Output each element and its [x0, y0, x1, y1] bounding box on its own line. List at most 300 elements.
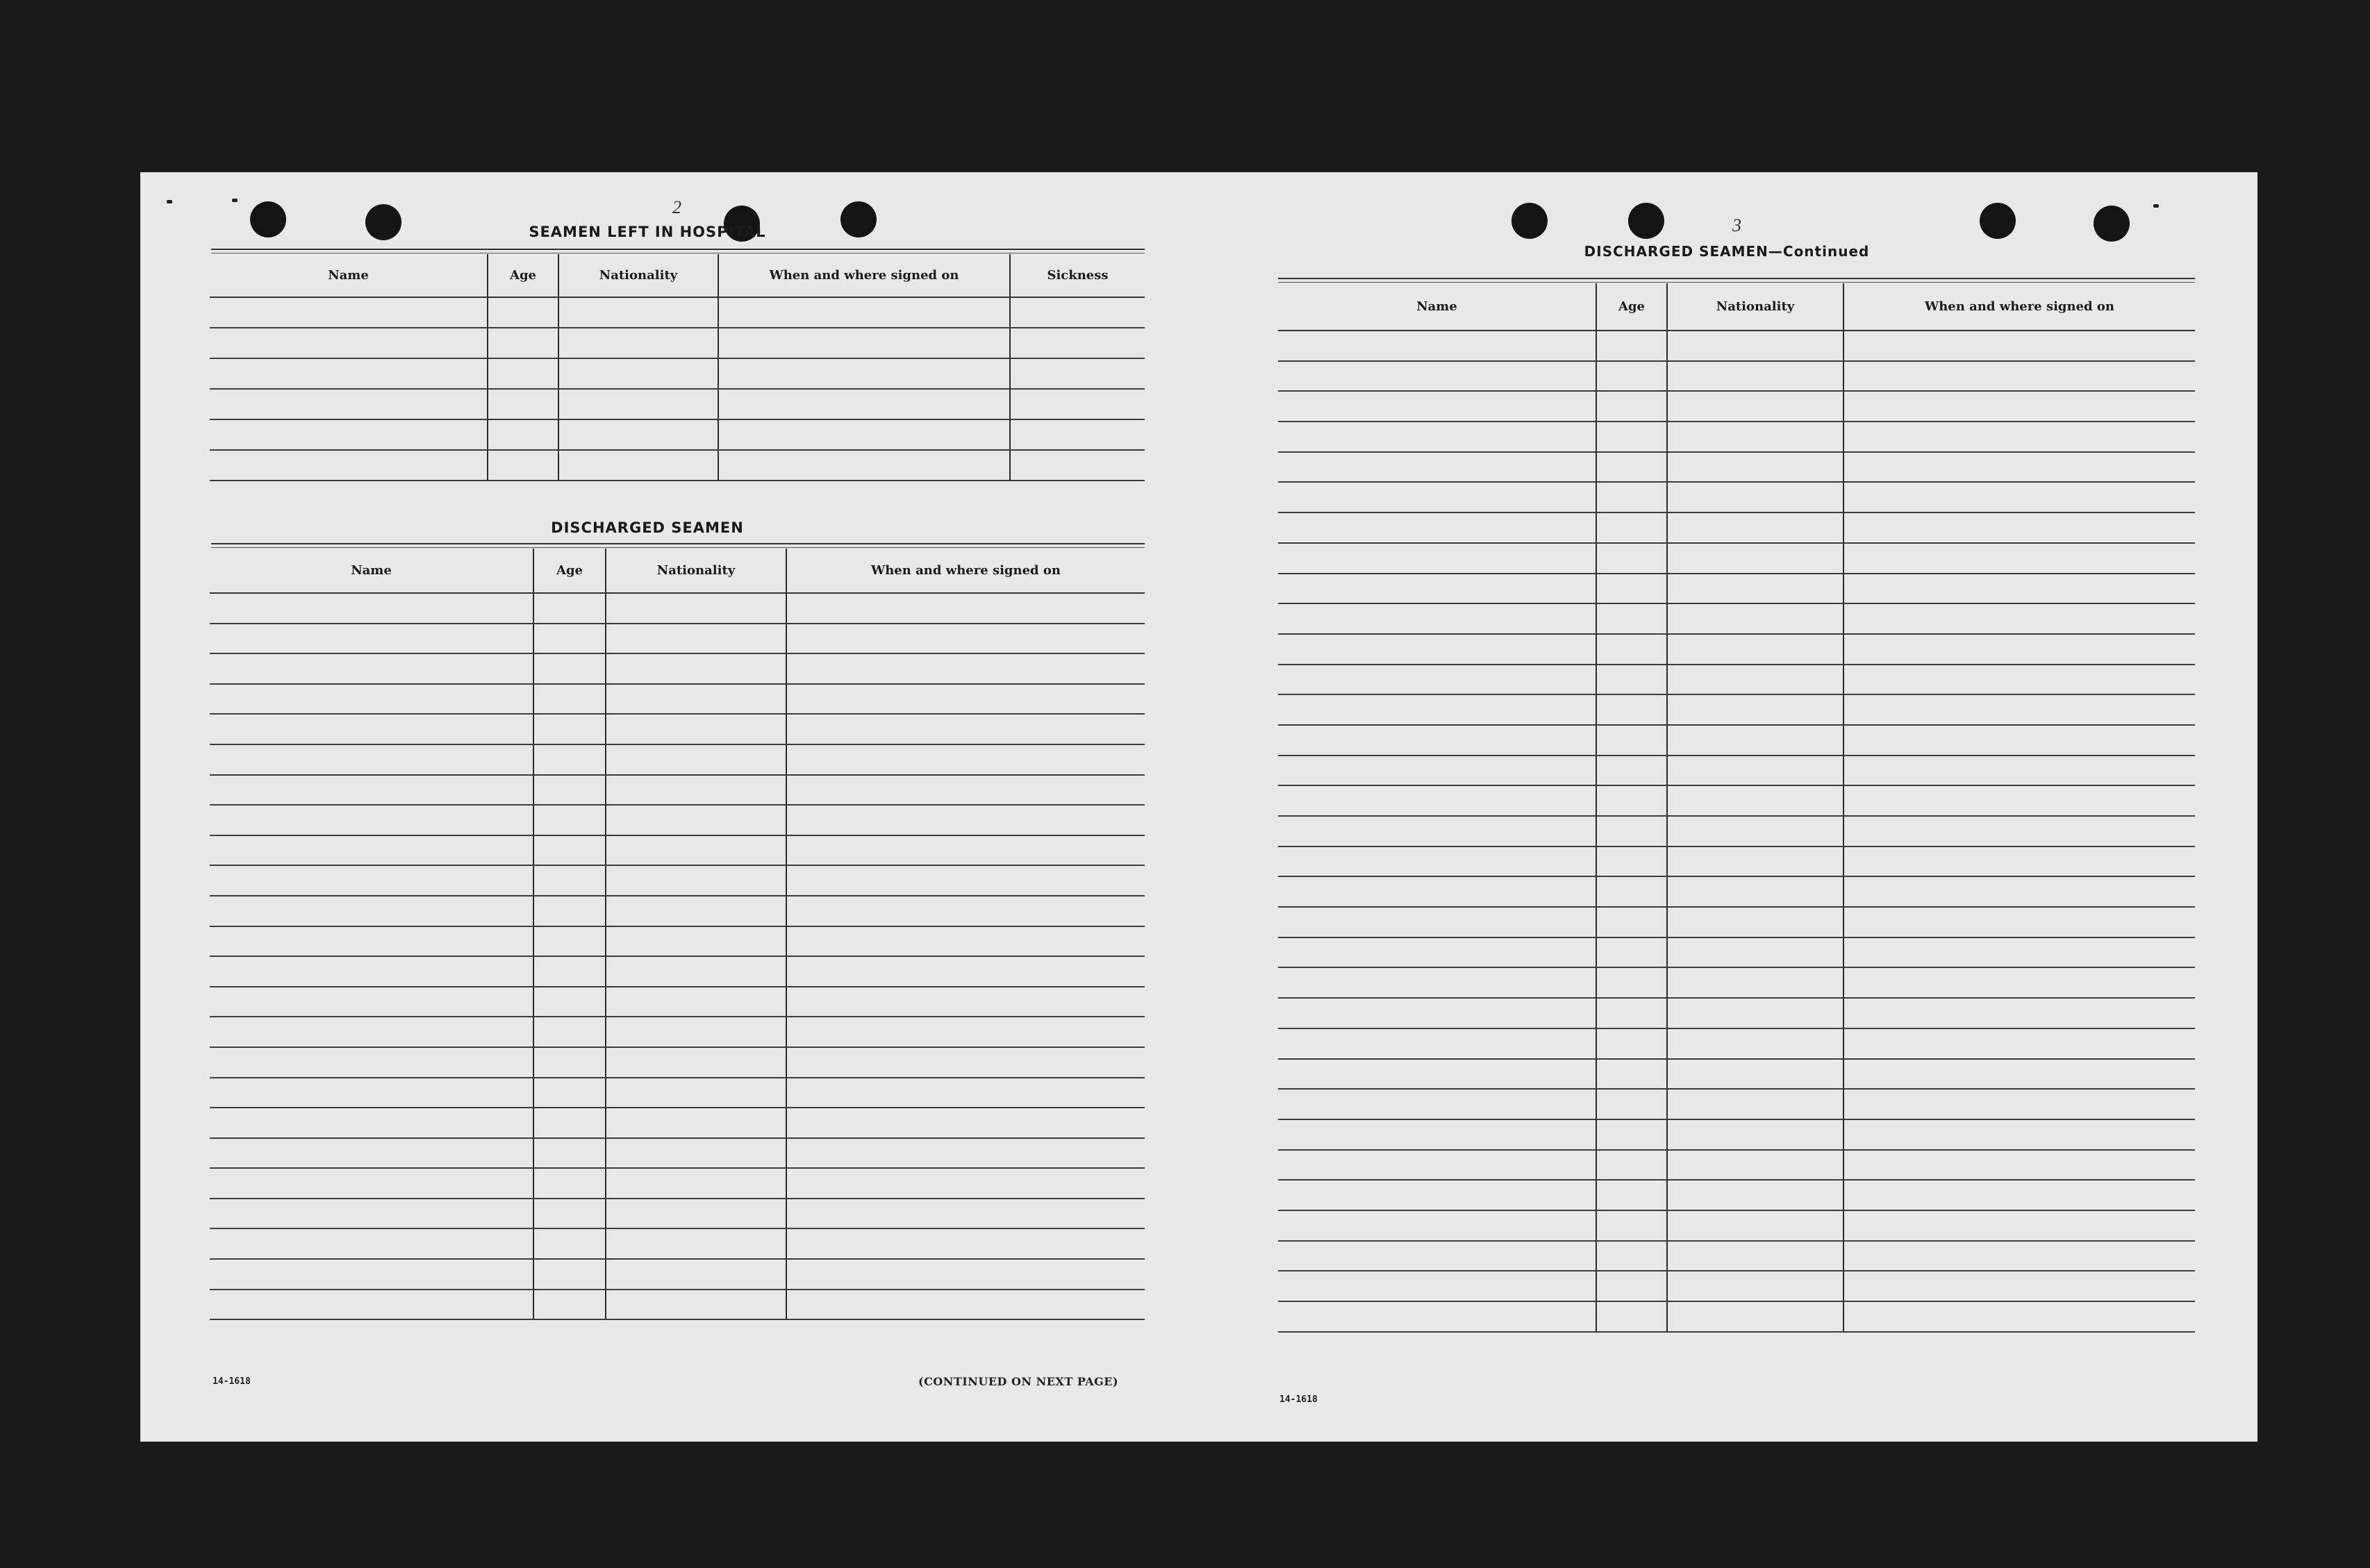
- blank-cell: [606, 956, 786, 987]
- column-header-age: Age: [488, 254, 558, 297]
- blank-cell: [1596, 391, 1667, 422]
- table-row: [1278, 1028, 2195, 1059]
- blank-cell: [786, 624, 1145, 654]
- blank-cell: [786, 987, 1145, 1017]
- table-row: [210, 987, 1145, 1017]
- blank-cell: [1667, 1059, 1843, 1090]
- blank-cell: [606, 653, 786, 684]
- blank-cell: [1278, 785, 1596, 816]
- table-row: [210, 835, 1145, 866]
- blank-cell: [786, 865, 1145, 896]
- blank-cell: [1278, 907, 1596, 937]
- table-row: [1278, 1271, 2195, 1301]
- page-number: 3: [1732, 215, 1741, 235]
- punch-hole: [1980, 203, 2016, 239]
- speck: [167, 200, 172, 203]
- blank-cell: [1278, 1241, 1596, 1271]
- table-row: [210, 684, 1145, 715]
- table-row: [210, 1290, 1145, 1320]
- blank-cell: [1843, 785, 2195, 816]
- blank-cell: [1843, 846, 2195, 877]
- blank-cell: [210, 1228, 533, 1259]
- blank-cell: [1667, 756, 1843, 786]
- right-page: [1199, 172, 2257, 1442]
- blank-cell: [786, 805, 1145, 835]
- blank-cell: [1278, 846, 1596, 877]
- blank-cell: [533, 926, 606, 957]
- punch-hole: [2094, 206, 2130, 242]
- blank-cell: [1278, 452, 1596, 483]
- table-row: [210, 450, 1145, 481]
- blank-cell: [1843, 725, 2195, 756]
- blank-cell: [1667, 998, 1843, 1028]
- blank-cell: [558, 328, 718, 358]
- column-header-age: Age: [1596, 283, 1667, 331]
- blank-cell: [1843, 543, 2195, 574]
- table-row: [1278, 998, 2195, 1028]
- blank-cell: [1667, 816, 1843, 846]
- blank-cell: [606, 896, 786, 926]
- table-row: [1278, 967, 2195, 998]
- blank-cell: [210, 835, 533, 866]
- blank-cell: [1667, 937, 1843, 968]
- blank-cell: [606, 744, 786, 775]
- blank-cell: [533, 835, 606, 866]
- blank-cell: [210, 744, 533, 775]
- blank-cell: [1278, 1271, 1596, 1301]
- blank-cell: [786, 1017, 1145, 1047]
- blank-cell: [606, 1290, 786, 1320]
- blank-cell: [210, 1168, 533, 1199]
- discharged-continued-table: [1278, 283, 2195, 1333]
- blank-cell: [1667, 1210, 1843, 1241]
- column-header-name: Name: [210, 549, 533, 593]
- blank-cell: [533, 1168, 606, 1199]
- blank-cell: [786, 1290, 1145, 1320]
- double-rule: [211, 543, 1145, 548]
- blank-cell: [1278, 422, 1596, 452]
- blank-cell: [558, 419, 718, 450]
- blank-cell: [1667, 634, 1843, 665]
- blank-cell: [718, 419, 1010, 450]
- left-page: [140, 172, 1199, 1442]
- blank-cell: [210, 805, 533, 835]
- table-row: [1278, 331, 2195, 361]
- continued-note: (CONTINUED ON NEXT PAGE): [918, 1375, 1119, 1388]
- blank-cell: [1843, 331, 2195, 361]
- blank-cell: [488, 297, 558, 328]
- blank-cell: [210, 328, 488, 358]
- table-row: [210, 865, 1145, 896]
- blank-cell: [1278, 816, 1596, 846]
- blank-cell: [1596, 482, 1667, 512]
- blank-cell: [533, 805, 606, 835]
- blank-cell: [533, 684, 606, 715]
- blank-cell: [488, 389, 558, 419]
- blank-cell: [1596, 1271, 1667, 1301]
- blank-cell: [1843, 998, 2195, 1028]
- blank-cell: [210, 624, 533, 654]
- punch-hole: [250, 201, 286, 237]
- table-row: [1278, 785, 2195, 816]
- column-header-name: Name: [210, 254, 488, 297]
- blank-cell: [1596, 785, 1667, 816]
- speck: [232, 199, 238, 202]
- blank-cell: [1596, 876, 1667, 907]
- blank-cell: [1596, 1119, 1667, 1150]
- blank-cell: [1278, 998, 1596, 1028]
- blank-cell: [558, 450, 718, 481]
- table-row: [210, 358, 1145, 389]
- blank-cell: [533, 1199, 606, 1229]
- blank-cell: [1843, 907, 2195, 937]
- double-rule: [211, 249, 1145, 253]
- blank-cell: [1278, 391, 1596, 422]
- blank-cell: [210, 956, 533, 987]
- column-header-signed-on: When and where signed on: [786, 549, 1145, 593]
- table-row: [1278, 391, 2195, 422]
- table-row: [210, 1228, 1145, 1259]
- table-row: [210, 1259, 1145, 1290]
- blank-cell: [606, 1228, 786, 1259]
- blank-cell: [1278, 694, 1596, 725]
- blank-cell: [786, 926, 1145, 957]
- blank-cell: [1278, 665, 1596, 695]
- blank-cell: [1667, 1089, 1843, 1119]
- table-row: [210, 744, 1145, 775]
- blank-cell: [1843, 756, 2195, 786]
- blank-cell: [1843, 512, 2195, 543]
- blank-cell: [1010, 328, 1145, 358]
- blank-cell: [210, 1078, 533, 1108]
- blank-cell: [1596, 452, 1667, 483]
- blank-cell: [1596, 422, 1667, 452]
- blank-cell: [1278, 1301, 1596, 1332]
- blank-cell: [786, 714, 1145, 744]
- blank-cell: [1596, 1301, 1667, 1332]
- blank-cell: [1843, 574, 2195, 604]
- blank-cell: [606, 987, 786, 1017]
- column-header-nationality: Nationality: [606, 549, 786, 593]
- blank-cell: [1843, 1241, 2195, 1271]
- blank-cell: [1667, 331, 1843, 361]
- blank-cell: [786, 1228, 1145, 1259]
- blank-cell: [1596, 331, 1667, 361]
- blank-cell: [1667, 361, 1843, 392]
- blank-cell: [1596, 725, 1667, 756]
- blank-cell: [1278, 756, 1596, 786]
- blank-cell: [606, 684, 786, 715]
- blank-cell: [1596, 1089, 1667, 1119]
- blank-cell: [1010, 450, 1145, 481]
- blank-cell: [1667, 1271, 1843, 1301]
- table-row: [1278, 1301, 2195, 1332]
- table-row: [210, 956, 1145, 987]
- blank-cell: [1843, 482, 2195, 512]
- blank-cell: [1843, 1028, 2195, 1059]
- blank-cell: [606, 805, 786, 835]
- blank-cell: [1667, 725, 1843, 756]
- blank-cell: [606, 1078, 786, 1108]
- table-row: [1278, 361, 2195, 392]
- blank-cell: [1278, 725, 1596, 756]
- blank-cell: [1667, 846, 1843, 877]
- blank-cell: [1278, 1119, 1596, 1150]
- table-row: [1278, 1150, 2195, 1181]
- blank-cell: [786, 775, 1145, 806]
- blank-cell: [533, 1047, 606, 1078]
- blank-cell: [1278, 1059, 1596, 1090]
- blank-cell: [210, 297, 488, 328]
- blank-cell: [1843, 665, 2195, 695]
- blank-cell: [1596, 937, 1667, 968]
- table-row: [1278, 482, 2195, 512]
- blank-cell: [718, 297, 1010, 328]
- blank-cell: [1667, 543, 1843, 574]
- blank-cell: [533, 865, 606, 896]
- punch-hole: [840, 201, 877, 237]
- blank-cell: [533, 1138, 606, 1169]
- blank-cell: [606, 1047, 786, 1078]
- column-header-nationality: Nationality: [1667, 283, 1843, 331]
- blank-cell: [718, 358, 1010, 389]
- blank-cell: [1667, 1180, 1843, 1210]
- hospital-table: [210, 254, 1145, 481]
- blank-cell: [1843, 876, 2195, 907]
- blank-cell: [1278, 574, 1596, 604]
- discharged-table: [210, 549, 1145, 1320]
- blank-cell: [1596, 694, 1667, 725]
- page-number: 2: [672, 197, 681, 217]
- table-row: [210, 1108, 1145, 1138]
- blank-cell: [1843, 634, 2195, 665]
- blank-cell: [488, 358, 558, 389]
- blank-cell: [786, 1108, 1145, 1138]
- blank-cell: [1667, 876, 1843, 907]
- table-row: [1278, 725, 2195, 756]
- column-header-age: Age: [533, 549, 606, 593]
- blank-cell: [1667, 1119, 1843, 1150]
- blank-cell: [210, 389, 488, 419]
- blank-cell: [1278, 603, 1596, 634]
- blank-cell: [488, 328, 558, 358]
- column-header-signed-on: When and where signed on: [1843, 283, 2195, 331]
- blank-cell: [606, 1017, 786, 1047]
- blank-cell: [606, 865, 786, 896]
- table-row: [210, 419, 1145, 450]
- blank-cell: [1278, 1028, 1596, 1059]
- blank-cell: [1843, 1180, 2195, 1210]
- blank-cell: [606, 1138, 786, 1169]
- blank-cell: [1010, 358, 1145, 389]
- blank-cell: [1596, 603, 1667, 634]
- blank-cell: [786, 684, 1145, 715]
- blank-cell: [786, 1259, 1145, 1290]
- table-row: [210, 624, 1145, 654]
- blank-cell: [1667, 1150, 1843, 1181]
- blank-cell: [1667, 603, 1843, 634]
- blank-cell: [786, 1168, 1145, 1199]
- blank-cell: [1596, 846, 1667, 877]
- blank-cell: [718, 389, 1010, 419]
- blank-cell: [1596, 1241, 1667, 1271]
- blank-cell: [1596, 1180, 1667, 1210]
- blank-cell: [786, 1138, 1145, 1169]
- table-row: [210, 297, 1145, 328]
- blank-cell: [210, 1047, 533, 1078]
- blank-cell: [1596, 1210, 1667, 1241]
- blank-cell: [533, 1078, 606, 1108]
- column-header-nationality: Nationality: [558, 254, 718, 297]
- blank-cell: [1278, 482, 1596, 512]
- blank-cell: [1010, 297, 1145, 328]
- table-row: [1278, 543, 2195, 574]
- blank-cell: [1667, 512, 1843, 543]
- blank-cell: [786, 896, 1145, 926]
- table-row: [210, 714, 1145, 744]
- form-number: 14-1618: [1279, 1394, 1318, 1405]
- hospital-section-title: SEAMEN LEFT IN HOSPITAL: [529, 224, 766, 240]
- blank-cell: [606, 1259, 786, 1290]
- table-row: [210, 1168, 1145, 1199]
- table-row: [210, 1138, 1145, 1169]
- blank-cell: [1843, 1059, 2195, 1090]
- blank-cell: [1596, 756, 1667, 786]
- blank-cell: [786, 744, 1145, 775]
- table-row: [1278, 876, 2195, 907]
- blank-cell: [1596, 1150, 1667, 1181]
- table-row: [1278, 1059, 2195, 1090]
- blank-cell: [210, 1108, 533, 1138]
- blank-cell: [606, 714, 786, 744]
- blank-cell: [210, 1290, 533, 1320]
- blank-cell: [1596, 816, 1667, 846]
- blank-cell: [1278, 876, 1596, 907]
- table-row: [210, 593, 1145, 624]
- blank-cell: [1843, 1150, 2195, 1181]
- blank-cell: [786, 593, 1145, 624]
- blank-cell: [210, 896, 533, 926]
- blank-cell: [1667, 694, 1843, 725]
- blank-cell: [558, 358, 718, 389]
- table-row: [1278, 694, 2195, 725]
- blank-cell: [786, 653, 1145, 684]
- table-row: [1278, 1089, 2195, 1119]
- blank-cell: [1278, 1180, 1596, 1210]
- blank-cell: [786, 956, 1145, 987]
- blank-cell: [1667, 1241, 1843, 1271]
- blank-cell: [1667, 574, 1843, 604]
- blank-cell: [1667, 907, 1843, 937]
- table-row: [210, 389, 1145, 419]
- table-row: [1278, 574, 2195, 604]
- blank-cell: [606, 926, 786, 957]
- blank-cell: [1843, 967, 2195, 998]
- table-row: [1278, 665, 2195, 695]
- blank-cell: [606, 835, 786, 866]
- column-header-name: Name: [1278, 283, 1596, 331]
- blank-cell: [1843, 937, 2195, 968]
- speck: [2153, 204, 2159, 208]
- table-row: [1278, 634, 2195, 665]
- blank-cell: [1278, 1150, 1596, 1181]
- blank-cell: [533, 896, 606, 926]
- blank-cell: [1843, 422, 2195, 452]
- blank-cell: [606, 1199, 786, 1229]
- table-row: [1278, 846, 2195, 877]
- table-row: [1278, 816, 2195, 846]
- blank-cell: [533, 956, 606, 987]
- blank-cell: [533, 1228, 606, 1259]
- column-header-signed-on: When and where signed on: [718, 254, 1010, 297]
- blank-cell: [533, 1108, 606, 1138]
- blank-cell: [606, 624, 786, 654]
- blank-cell: [533, 593, 606, 624]
- blank-cell: [1596, 967, 1667, 998]
- blank-cell: [1278, 967, 1596, 998]
- blank-cell: [1278, 361, 1596, 392]
- blank-cell: [533, 624, 606, 654]
- blank-cell: [1667, 1301, 1843, 1332]
- blank-cell: [606, 775, 786, 806]
- blank-cell: [1667, 967, 1843, 998]
- blank-cell: [1596, 512, 1667, 543]
- blank-cell: [533, 653, 606, 684]
- blank-cell: [1278, 543, 1596, 574]
- blank-cell: [606, 1108, 786, 1138]
- blank-cell: [1596, 1028, 1667, 1059]
- blank-cell: [533, 1290, 606, 1320]
- blank-cell: [210, 1017, 533, 1047]
- blank-cell: [488, 450, 558, 481]
- blank-cell: [1278, 634, 1596, 665]
- table-row: [210, 896, 1145, 926]
- blank-cell: [1667, 452, 1843, 483]
- table-row: [1278, 756, 2195, 786]
- table-row: [210, 775, 1145, 806]
- table-row: [210, 328, 1145, 358]
- blank-cell: [1596, 634, 1667, 665]
- blank-cell: [1843, 1301, 2195, 1332]
- blank-cell: [1010, 419, 1145, 450]
- blank-cell: [1596, 998, 1667, 1028]
- blank-cell: [1667, 665, 1843, 695]
- blank-cell: [1667, 482, 1843, 512]
- blank-cell: [210, 987, 533, 1017]
- blank-cell: [210, 1138, 533, 1169]
- blank-cell: [1278, 937, 1596, 968]
- blank-cell: [1278, 331, 1596, 361]
- blank-cell: [558, 297, 718, 328]
- table-row: [210, 653, 1145, 684]
- blank-cell: [718, 328, 1010, 358]
- blank-cell: [1596, 1059, 1667, 1090]
- blank-cell: [1596, 543, 1667, 574]
- blank-cell: [533, 744, 606, 775]
- blank-cell: [1667, 422, 1843, 452]
- blank-cell: [533, 1017, 606, 1047]
- blank-cell: [1843, 1119, 2195, 1150]
- blank-cell: [1667, 391, 1843, 422]
- table-row: [1278, 937, 2195, 968]
- blank-cell: [1843, 1271, 2195, 1301]
- blank-cell: [1596, 574, 1667, 604]
- table-row: [210, 926, 1145, 957]
- punch-hole: [1628, 203, 1664, 239]
- blank-cell: [786, 835, 1145, 866]
- blank-cell: [1843, 694, 2195, 725]
- blank-cell: [1843, 452, 2195, 483]
